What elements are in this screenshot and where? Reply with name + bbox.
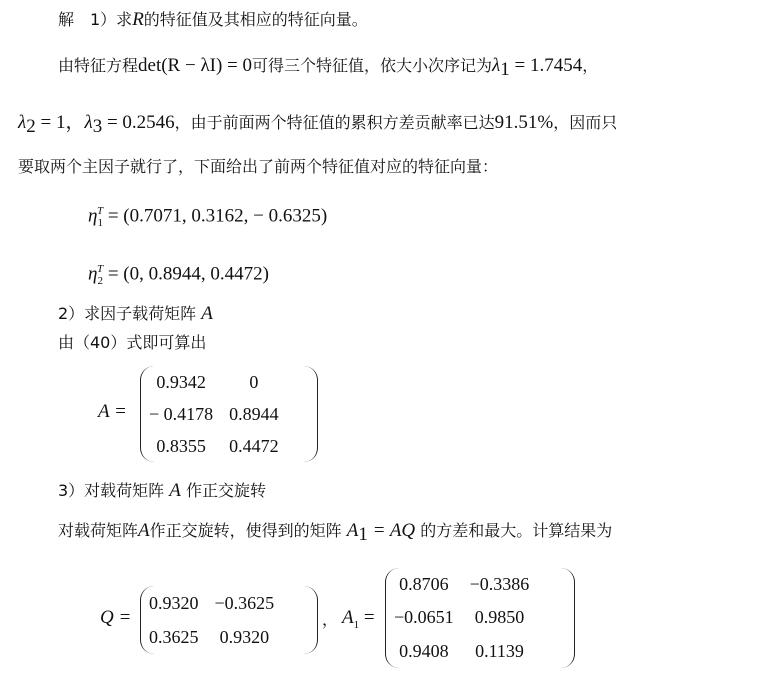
text: 作正交旋转，使得到的矩阵 <box>149 521 342 540</box>
matrix-cell: 0.9850 <box>474 607 525 628</box>
math-var: A <box>138 520 150 541</box>
matrix-row <box>141 620 282 654</box>
matrix-row <box>141 430 287 462</box>
step1-heading <box>58 10 368 30</box>
matrix-cell: 0.4472 <box>229 435 279 456</box>
matrix-row <box>386 601 537 634</box>
matrix-row <box>141 366 287 398</box>
matrix-a1-label <box>342 608 375 635</box>
matrix-cell: 0 <box>249 371 259 392</box>
matrix-row <box>141 586 282 620</box>
subscript: 1 <box>500 59 510 81</box>
matrix-cell: 0.8706 <box>399 574 449 595</box>
text: 对载荷矩阵 <box>58 521 139 540</box>
matrix-cell: −0.3625 <box>214 592 275 613</box>
text-line: 由（40）式即可算出 <box>58 333 207 352</box>
math-var: R <box>132 9 144 30</box>
math-val: = (0, 0.8944, 0.4472) <box>103 263 269 285</box>
superscript: T <box>96 263 104 275</box>
separator: ， <box>322 610 339 629</box>
matrix-a <box>140 366 318 462</box>
math-var: A <box>342 607 354 628</box>
matrix-q <box>140 586 318 654</box>
subscript: 2 <box>97 275 103 288</box>
matrix-row <box>386 635 537 668</box>
math-var: λ <box>84 112 93 133</box>
subscript: 1 <box>353 618 360 631</box>
math-val: = 0.2546 <box>102 112 175 133</box>
text: 解 1）求 <box>58 10 133 29</box>
matrix-cell: −0.0651 <box>394 607 454 628</box>
step2-heading <box>58 304 213 324</box>
eigen-values-line <box>18 113 617 137</box>
subscript: 3 <box>92 116 103 138</box>
percent: 91.51% <box>494 112 554 133</box>
text: 3）对载荷矩阵 <box>58 481 165 500</box>
matrix-cell: − 0.4178 <box>149 403 214 424</box>
text: ， <box>582 56 599 75</box>
math-var: A <box>346 520 359 541</box>
text: 2）求因子载荷矩阵 <box>58 304 197 323</box>
math-eq: det(R − λI) = 0 <box>138 55 253 76</box>
matrix-cell: 0.1139 <box>475 640 524 661</box>
matrix-a1 <box>385 568 575 668</box>
math-val: = 1， <box>35 112 85 133</box>
text: 的方差和最大。计算结果为 <box>420 521 613 540</box>
text: ，因而只 <box>553 113 618 132</box>
text: 作正交旋转 <box>185 481 266 500</box>
matrix-cell: 0.9320 <box>219 626 270 647</box>
superscript: T <box>96 205 104 217</box>
math-eq: = <box>359 607 375 628</box>
text: ，由于前面两个特征值的累积方差贡献率已达 <box>174 113 495 132</box>
math-eq: = AQ <box>367 520 416 541</box>
math-var: λ <box>18 112 27 133</box>
step3-heading <box>58 481 266 501</box>
matrix-cell: 0.3625 <box>149 626 199 647</box>
matrix-cell: 0.8355 <box>156 435 206 456</box>
matrix-cell: 0.8944 <box>229 403 279 424</box>
math-var: A <box>201 303 213 324</box>
math-var: λ <box>492 55 501 76</box>
matrix-row <box>386 568 537 601</box>
matrix-a-label: A = <box>98 401 127 422</box>
math-val: = (0.7071, 0.3162, − 0.6325) <box>103 205 328 227</box>
eigen-equation-line <box>58 56 598 80</box>
text: 的特征值及其相应的特征向量。 <box>143 10 368 29</box>
matrix-cell: 0.9320 <box>149 592 199 613</box>
math-val: = 1.7454 <box>509 55 583 76</box>
text-line: 要取两个主因子就行了，下面给出了前两个特征值对应的特征向量： <box>18 157 499 176</box>
rotation-line <box>58 521 612 545</box>
text: 由特征方程 <box>58 56 139 75</box>
subscript: 2 <box>26 116 36 138</box>
math-var: η <box>88 205 98 227</box>
text: 可得三个特征值，依大小次序记为 <box>252 56 493 75</box>
eta2-vector <box>88 259 269 291</box>
eta1-vector <box>88 201 327 233</box>
matrix-cell: 0.9408 <box>399 640 449 661</box>
subscript: 1 <box>358 524 368 546</box>
matrix-q-label: Q = <box>100 607 132 628</box>
subscript: 1 <box>97 217 103 230</box>
math-var: η <box>88 263 98 285</box>
matrix-cell: 0.9342 <box>156 371 206 392</box>
math-var: A <box>169 480 181 501</box>
matrix-cell: −0.3386 <box>469 574 530 595</box>
matrix-row <box>141 398 287 430</box>
